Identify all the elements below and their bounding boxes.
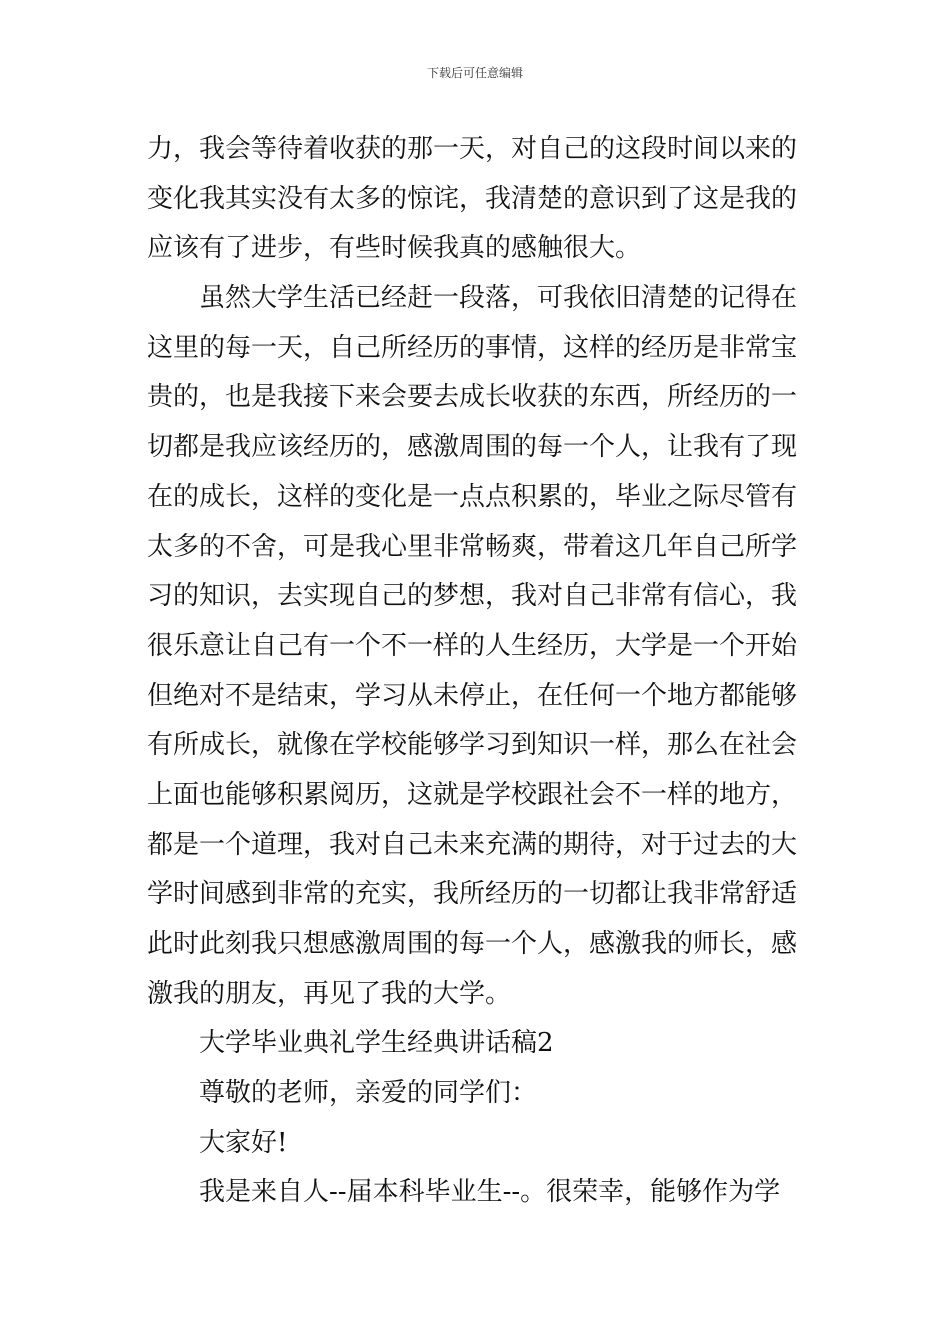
text-line: 都是一个道理，我对自己未来充满的期待，对于过去的大 [147, 829, 798, 860]
text-line: 习的知识，去实现自己的梦想，我对自己非常有信心，我 [147, 581, 798, 612]
text-line: 很乐意让自己有一个不一样的人生经历，大学是一个开始 [147, 630, 798, 661]
document-body [147, 125, 807, 1218]
text-line: 力，我会等待着收获的那一天，对自己的这段时间以来的 [147, 134, 798, 164]
page-header: 下载后可任意编辑 [426, 66, 523, 80]
text-line: 变化我其实没有太多的惊诧，我清楚的意识到了这是我的 [147, 183, 798, 214]
greeting: 大家好! [199, 1127, 288, 1158]
text-line: 贵的，也是我接下来会要去成长收获的东西，所经历的一 [147, 382, 798, 413]
text-line: 在的成长，这样的变化是一点点积累的，毕业之际尽管有 [147, 481, 798, 512]
text-line: 激我的朋友，再见了我的大学。 [147, 978, 512, 1009]
text-line: 我是来自人--届本科毕业生--。很荣幸，能够作为学 [199, 1177, 781, 1208]
text-line: 但绝对不是结束，学习从未停止，在任何一个地方都能够 [147, 680, 798, 711]
salutation: 尊敬的老师，亲爱的同学们： [199, 1078, 538, 1109]
text-line: 此时此刻我只想感激周围的每一个人，感激我的师长，感 [147, 929, 798, 959]
section-title: 大学毕业典礼学生经典讲话稿2 [199, 1028, 554, 1059]
text-line: 有所成长，就像在学校能够学习到知识一样，那么在社会 [147, 730, 798, 761]
text-line: 应该有了进步，有些时候我真的感触很大。 [147, 233, 642, 264]
text-line: 上面也能够积累阅历，这就是学校跟社会不一样的地方， [147, 779, 798, 810]
text-line: 虽然大学生活已经赶一段落，可我依旧清楚的记得在 [199, 283, 798, 314]
text-line: 这里的每一天，自己所经历的事情，这样的经历是非常宝 [147, 332, 798, 363]
text-line: 太多的不舍，可是我心里非常畅爽，带着这几年自己所学 [147, 531, 798, 562]
text-line: 学时间感到非常的充实，我所经历的一切都让我非常舒适 [147, 879, 798, 910]
text-line: 切都是我应该经历的，感激周围的每一个人，让我有了现 [147, 432, 798, 463]
